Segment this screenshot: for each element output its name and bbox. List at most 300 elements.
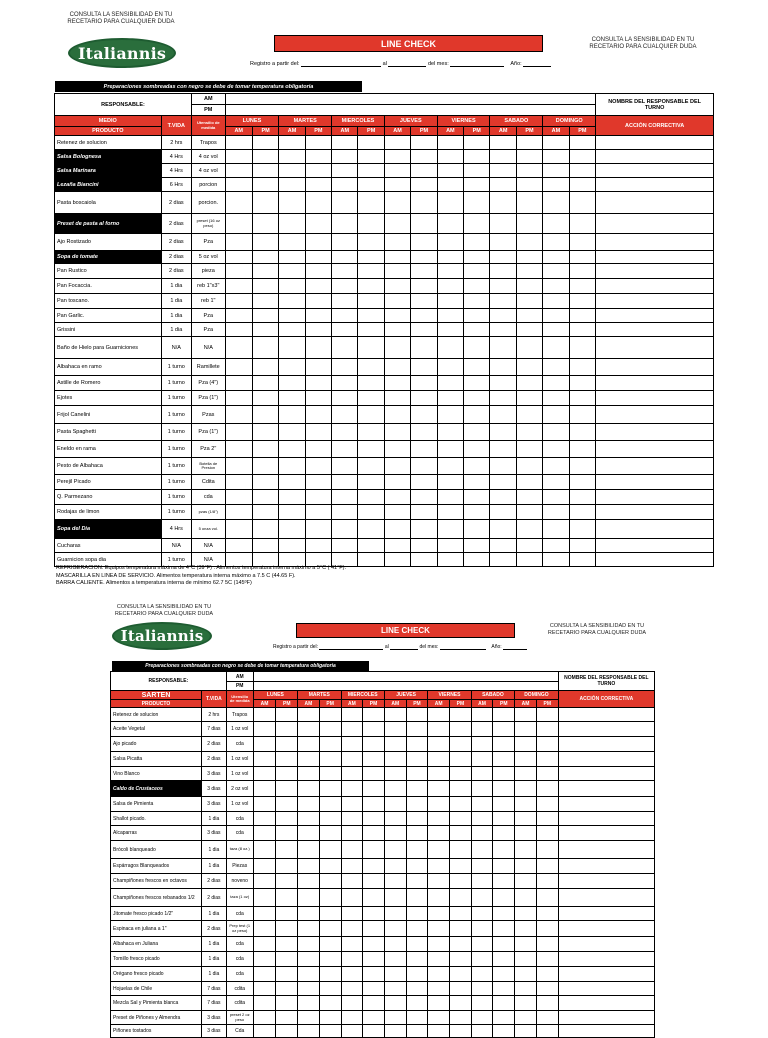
check-cell[interactable] bbox=[363, 921, 385, 937]
check-cell[interactable] bbox=[471, 982, 493, 996]
check-cell[interactable] bbox=[384, 475, 410, 490]
check-cell[interactable] bbox=[384, 708, 406, 722]
check-cell[interactable] bbox=[298, 767, 320, 781]
check-cell[interactable] bbox=[471, 797, 493, 812]
anio-field[interactable] bbox=[503, 644, 527, 650]
mes-field[interactable] bbox=[440, 644, 486, 650]
check-cell[interactable] bbox=[363, 781, 385, 797]
corrective-action-cell[interactable] bbox=[596, 234, 714, 251]
check-cell[interactable] bbox=[464, 178, 490, 192]
check-cell[interactable] bbox=[319, 841, 341, 859]
check-cell[interactable] bbox=[358, 441, 384, 458]
check-cell[interactable] bbox=[516, 251, 542, 264]
check-cell[interactable] bbox=[543, 279, 569, 294]
check-cell[interactable] bbox=[358, 294, 384, 309]
check-cell[interactable] bbox=[305, 441, 331, 458]
check-cell[interactable] bbox=[332, 279, 358, 294]
check-cell[interactable] bbox=[384, 294, 410, 309]
check-cell[interactable] bbox=[569, 234, 596, 251]
check-cell[interactable] bbox=[384, 1011, 406, 1025]
check-cell[interactable] bbox=[493, 797, 515, 812]
check-cell[interactable] bbox=[464, 424, 490, 441]
check-cell[interactable] bbox=[319, 752, 341, 767]
check-cell[interactable] bbox=[276, 874, 298, 889]
check-cell[interactable] bbox=[332, 505, 358, 520]
check-cell[interactable] bbox=[276, 937, 298, 952]
check-cell[interactable] bbox=[464, 136, 490, 150]
check-cell[interactable] bbox=[406, 937, 428, 952]
check-cell[interactable] bbox=[225, 164, 252, 178]
check-cell[interactable] bbox=[428, 967, 450, 982]
check-cell[interactable] bbox=[305, 458, 331, 475]
check-cell[interactable] bbox=[319, 722, 341, 737]
check-cell[interactable] bbox=[543, 406, 569, 424]
check-cell[interactable] bbox=[276, 841, 298, 859]
check-cell[interactable] bbox=[516, 359, 542, 376]
check-cell[interactable] bbox=[490, 520, 516, 539]
check-cell[interactable] bbox=[276, 812, 298, 826]
check-cell[interactable] bbox=[515, 797, 537, 812]
check-cell[interactable] bbox=[253, 937, 276, 952]
check-cell[interactable] bbox=[253, 781, 276, 797]
check-cell[interactable] bbox=[569, 391, 596, 406]
corrective-action-cell[interactable] bbox=[596, 424, 714, 441]
check-cell[interactable] bbox=[536, 737, 558, 752]
check-cell[interactable] bbox=[437, 251, 463, 264]
check-cell[interactable] bbox=[450, 967, 472, 982]
check-cell[interactable] bbox=[493, 737, 515, 752]
check-cell[interactable] bbox=[428, 982, 450, 996]
check-cell[interactable] bbox=[406, 967, 428, 982]
check-cell[interactable] bbox=[225, 406, 252, 424]
check-cell[interactable] bbox=[384, 490, 410, 505]
check-cell[interactable] bbox=[411, 520, 437, 539]
check-cell[interactable] bbox=[252, 136, 278, 150]
check-cell[interactable] bbox=[253, 996, 276, 1011]
check-cell[interactable] bbox=[543, 424, 569, 441]
check-cell[interactable] bbox=[543, 475, 569, 490]
check-cell[interactable] bbox=[276, 996, 298, 1011]
check-cell[interactable] bbox=[279, 337, 305, 359]
check-cell[interactable] bbox=[515, 737, 537, 752]
check-cell[interactable] bbox=[464, 359, 490, 376]
check-cell[interactable] bbox=[384, 967, 406, 982]
check-cell[interactable] bbox=[493, 937, 515, 952]
check-cell[interactable] bbox=[252, 337, 278, 359]
check-cell[interactable] bbox=[358, 406, 384, 424]
check-cell[interactable] bbox=[437, 424, 463, 441]
check-cell[interactable] bbox=[225, 279, 252, 294]
check-cell[interactable] bbox=[411, 279, 437, 294]
check-cell[interactable] bbox=[516, 164, 542, 178]
check-cell[interactable] bbox=[406, 982, 428, 996]
check-cell[interactable] bbox=[363, 1011, 385, 1025]
check-cell[interactable] bbox=[276, 781, 298, 797]
check-cell[interactable] bbox=[363, 737, 385, 752]
check-cell[interactable] bbox=[358, 337, 384, 359]
check-cell[interactable] bbox=[543, 264, 569, 279]
check-cell[interactable] bbox=[406, 737, 428, 752]
check-cell[interactable] bbox=[428, 722, 450, 737]
check-cell[interactable] bbox=[471, 937, 493, 952]
check-cell[interactable] bbox=[319, 937, 341, 952]
check-cell[interactable] bbox=[341, 967, 363, 982]
check-cell[interactable] bbox=[384, 812, 406, 826]
check-cell[interactable] bbox=[252, 192, 278, 214]
check-cell[interactable] bbox=[252, 323, 278, 337]
check-cell[interactable] bbox=[341, 767, 363, 781]
check-cell[interactable] bbox=[516, 337, 542, 359]
check-cell[interactable] bbox=[490, 505, 516, 520]
check-cell[interactable] bbox=[298, 859, 320, 874]
check-cell[interactable] bbox=[569, 490, 596, 505]
check-cell[interactable] bbox=[411, 505, 437, 520]
check-cell[interactable] bbox=[384, 178, 410, 192]
check-cell[interactable] bbox=[225, 505, 252, 520]
check-cell[interactable] bbox=[406, 1011, 428, 1025]
check-cell[interactable] bbox=[450, 952, 472, 967]
check-cell[interactable] bbox=[279, 520, 305, 539]
check-cell[interactable] bbox=[450, 921, 472, 937]
check-cell[interactable] bbox=[384, 520, 410, 539]
check-cell[interactable] bbox=[490, 391, 516, 406]
check-cell[interactable] bbox=[516, 323, 542, 337]
check-cell[interactable] bbox=[319, 907, 341, 921]
corrective-action-cell[interactable] bbox=[558, 967, 654, 982]
corrective-action-cell[interactable] bbox=[558, 982, 654, 996]
corrective-action-cell[interactable] bbox=[596, 359, 714, 376]
check-cell[interactable] bbox=[569, 294, 596, 309]
check-cell[interactable] bbox=[536, 937, 558, 952]
check-cell[interactable] bbox=[305, 505, 331, 520]
check-cell[interactable] bbox=[516, 475, 542, 490]
check-cell[interactable] bbox=[298, 781, 320, 797]
check-cell[interactable] bbox=[225, 150, 252, 164]
check-cell[interactable] bbox=[543, 359, 569, 376]
check-cell[interactable] bbox=[515, 752, 537, 767]
check-cell[interactable] bbox=[464, 234, 490, 251]
check-cell[interactable] bbox=[358, 539, 384, 553]
corrective-action-cell[interactable] bbox=[558, 859, 654, 874]
check-cell[interactable] bbox=[363, 812, 385, 826]
check-cell[interactable] bbox=[493, 952, 515, 967]
check-cell[interactable] bbox=[437, 279, 463, 294]
corrective-action-cell[interactable] bbox=[558, 952, 654, 967]
check-cell[interactable] bbox=[437, 234, 463, 251]
corrective-action-cell[interactable] bbox=[558, 812, 654, 826]
corrective-action-cell[interactable] bbox=[596, 323, 714, 337]
check-cell[interactable] bbox=[406, 1025, 428, 1038]
check-cell[interactable] bbox=[279, 164, 305, 178]
check-cell[interactable] bbox=[305, 264, 331, 279]
check-cell[interactable] bbox=[384, 234, 410, 251]
responsable-am-field[interactable] bbox=[253, 672, 558, 682]
check-cell[interactable] bbox=[428, 952, 450, 967]
check-cell[interactable] bbox=[253, 1011, 276, 1025]
check-cell[interactable] bbox=[252, 279, 278, 294]
check-cell[interactable] bbox=[341, 889, 363, 907]
check-cell[interactable] bbox=[384, 391, 410, 406]
check-cell[interactable] bbox=[516, 376, 542, 391]
fecha-fin-field[interactable] bbox=[390, 644, 418, 650]
corrective-action-cell[interactable] bbox=[596, 214, 714, 234]
check-cell[interactable] bbox=[225, 294, 252, 309]
check-cell[interactable] bbox=[253, 907, 276, 921]
check-cell[interactable] bbox=[411, 178, 437, 192]
check-cell[interactable] bbox=[515, 826, 537, 841]
check-cell[interactable] bbox=[332, 406, 358, 424]
check-cell[interactable] bbox=[225, 424, 252, 441]
check-cell[interactable] bbox=[569, 337, 596, 359]
check-cell[interactable] bbox=[252, 150, 278, 164]
check-cell[interactable] bbox=[358, 520, 384, 539]
check-cell[interactable] bbox=[411, 406, 437, 424]
check-cell[interactable] bbox=[493, 722, 515, 737]
check-cell[interactable] bbox=[319, 1011, 341, 1025]
check-cell[interactable] bbox=[450, 812, 472, 826]
check-cell[interactable] bbox=[536, 996, 558, 1011]
check-cell[interactable] bbox=[276, 752, 298, 767]
check-cell[interactable] bbox=[384, 376, 410, 391]
check-cell[interactable] bbox=[493, 996, 515, 1011]
check-cell[interactable] bbox=[543, 214, 569, 234]
check-cell[interactable] bbox=[253, 967, 276, 982]
check-cell[interactable] bbox=[305, 475, 331, 490]
check-cell[interactable] bbox=[536, 752, 558, 767]
check-cell[interactable] bbox=[464, 520, 490, 539]
check-cell[interactable] bbox=[358, 458, 384, 475]
check-cell[interactable] bbox=[450, 722, 472, 737]
check-cell[interactable] bbox=[252, 406, 278, 424]
check-cell[interactable] bbox=[437, 164, 463, 178]
check-cell[interactable] bbox=[406, 907, 428, 921]
check-cell[interactable] bbox=[341, 722, 363, 737]
check-cell[interactable] bbox=[358, 150, 384, 164]
check-cell[interactable] bbox=[276, 767, 298, 781]
check-cell[interactable] bbox=[252, 424, 278, 441]
check-cell[interactable] bbox=[252, 391, 278, 406]
check-cell[interactable] bbox=[543, 441, 569, 458]
check-cell[interactable] bbox=[516, 234, 542, 251]
check-cell[interactable] bbox=[384, 921, 406, 937]
check-cell[interactable] bbox=[569, 441, 596, 458]
check-cell[interactable] bbox=[406, 767, 428, 781]
check-cell[interactable] bbox=[471, 1011, 493, 1025]
check-cell[interactable] bbox=[490, 424, 516, 441]
check-cell[interactable] bbox=[515, 1011, 537, 1025]
check-cell[interactable] bbox=[384, 826, 406, 841]
check-cell[interactable] bbox=[406, 841, 428, 859]
check-cell[interactable] bbox=[253, 812, 276, 826]
check-cell[interactable] bbox=[332, 359, 358, 376]
check-cell[interactable] bbox=[384, 458, 410, 475]
check-cell[interactable] bbox=[252, 441, 278, 458]
check-cell[interactable] bbox=[464, 192, 490, 214]
corrective-action-cell[interactable] bbox=[558, 737, 654, 752]
check-cell[interactable] bbox=[516, 214, 542, 234]
responsable-am-field[interactable] bbox=[225, 94, 596, 105]
corrective-action-cell[interactable] bbox=[558, 1011, 654, 1025]
check-cell[interactable] bbox=[253, 767, 276, 781]
check-cell[interactable] bbox=[450, 767, 472, 781]
check-cell[interactable] bbox=[363, 874, 385, 889]
check-cell[interactable] bbox=[279, 490, 305, 505]
check-cell[interactable] bbox=[543, 520, 569, 539]
check-cell[interactable] bbox=[569, 279, 596, 294]
check-cell[interactable] bbox=[464, 441, 490, 458]
check-cell[interactable] bbox=[464, 264, 490, 279]
check-cell[interactable] bbox=[279, 539, 305, 553]
check-cell[interactable] bbox=[384, 441, 410, 458]
check-cell[interactable] bbox=[332, 490, 358, 505]
check-cell[interactable] bbox=[471, 952, 493, 967]
check-cell[interactable] bbox=[428, 708, 450, 722]
check-cell[interactable] bbox=[332, 294, 358, 309]
check-cell[interactable] bbox=[493, 967, 515, 982]
check-cell[interactable] bbox=[516, 539, 542, 553]
check-cell[interactable] bbox=[363, 982, 385, 996]
check-cell[interactable] bbox=[493, 752, 515, 767]
check-cell[interactable] bbox=[341, 708, 363, 722]
check-cell[interactable] bbox=[490, 441, 516, 458]
check-cell[interactable] bbox=[490, 251, 516, 264]
responsable-pm-field[interactable] bbox=[253, 682, 558, 691]
check-cell[interactable] bbox=[332, 178, 358, 192]
check-cell[interactable] bbox=[363, 859, 385, 874]
check-cell[interactable] bbox=[406, 826, 428, 841]
check-cell[interactable] bbox=[437, 376, 463, 391]
check-cell[interactable] bbox=[464, 337, 490, 359]
check-cell[interactable] bbox=[225, 337, 252, 359]
check-cell[interactable] bbox=[471, 841, 493, 859]
check-cell[interactable] bbox=[253, 737, 276, 752]
check-cell[interactable] bbox=[363, 708, 385, 722]
check-cell[interactable] bbox=[384, 841, 406, 859]
check-cell[interactable] bbox=[279, 294, 305, 309]
check-cell[interactable] bbox=[569, 136, 596, 150]
check-cell[interactable] bbox=[358, 192, 384, 214]
check-cell[interactable] bbox=[464, 475, 490, 490]
check-cell[interactable] bbox=[543, 192, 569, 214]
check-cell[interactable] bbox=[319, 708, 341, 722]
check-cell[interactable] bbox=[493, 907, 515, 921]
check-cell[interactable] bbox=[384, 996, 406, 1011]
check-cell[interactable] bbox=[276, 722, 298, 737]
check-cell[interactable] bbox=[358, 475, 384, 490]
check-cell[interactable] bbox=[543, 323, 569, 337]
check-cell[interactable] bbox=[363, 841, 385, 859]
check-cell[interactable] bbox=[358, 505, 384, 520]
check-cell[interactable] bbox=[516, 458, 542, 475]
corrective-action-cell[interactable] bbox=[596, 520, 714, 539]
check-cell[interactable] bbox=[515, 982, 537, 996]
check-cell[interactable] bbox=[253, 752, 276, 767]
check-cell[interactable] bbox=[406, 812, 428, 826]
corrective-action-cell[interactable] bbox=[558, 907, 654, 921]
check-cell[interactable] bbox=[569, 505, 596, 520]
check-cell[interactable] bbox=[358, 490, 384, 505]
check-cell[interactable] bbox=[341, 1025, 363, 1038]
fecha-fin-field[interactable] bbox=[388, 61, 426, 67]
check-cell[interactable] bbox=[319, 859, 341, 874]
check-cell[interactable] bbox=[516, 294, 542, 309]
check-cell[interactable] bbox=[428, 752, 450, 767]
check-cell[interactable] bbox=[569, 424, 596, 441]
check-cell[interactable] bbox=[319, 826, 341, 841]
check-cell[interactable] bbox=[543, 505, 569, 520]
check-cell[interactable] bbox=[276, 737, 298, 752]
check-cell[interactable] bbox=[569, 539, 596, 553]
check-cell[interactable] bbox=[569, 475, 596, 490]
check-cell[interactable] bbox=[471, 812, 493, 826]
check-cell[interactable] bbox=[536, 859, 558, 874]
check-cell[interactable] bbox=[332, 424, 358, 441]
check-cell[interactable] bbox=[279, 323, 305, 337]
check-cell[interactable] bbox=[363, 889, 385, 907]
check-cell[interactable] bbox=[225, 490, 252, 505]
check-cell[interactable] bbox=[569, 150, 596, 164]
check-cell[interactable] bbox=[437, 520, 463, 539]
check-cell[interactable] bbox=[358, 359, 384, 376]
check-cell[interactable] bbox=[464, 164, 490, 178]
check-cell[interactable] bbox=[490, 406, 516, 424]
check-cell[interactable] bbox=[279, 234, 305, 251]
check-cell[interactable] bbox=[358, 376, 384, 391]
check-cell[interactable] bbox=[490, 376, 516, 391]
check-cell[interactable] bbox=[536, 907, 558, 921]
check-cell[interactable] bbox=[319, 797, 341, 812]
check-cell[interactable] bbox=[428, 781, 450, 797]
check-cell[interactable] bbox=[384, 136, 410, 150]
check-cell[interactable] bbox=[437, 505, 463, 520]
check-cell[interactable] bbox=[569, 251, 596, 264]
check-cell[interactable] bbox=[406, 781, 428, 797]
check-cell[interactable] bbox=[543, 251, 569, 264]
check-cell[interactable] bbox=[450, 874, 472, 889]
check-cell[interactable] bbox=[464, 505, 490, 520]
check-cell[interactable] bbox=[298, 812, 320, 826]
check-cell[interactable] bbox=[341, 797, 363, 812]
check-cell[interactable] bbox=[543, 136, 569, 150]
check-cell[interactable] bbox=[384, 323, 410, 337]
corrective-action-cell[interactable] bbox=[596, 406, 714, 424]
check-cell[interactable] bbox=[363, 996, 385, 1011]
check-cell[interactable] bbox=[428, 841, 450, 859]
check-cell[interactable] bbox=[536, 1011, 558, 1025]
check-cell[interactable] bbox=[515, 781, 537, 797]
check-cell[interactable] bbox=[515, 859, 537, 874]
check-cell[interactable] bbox=[493, 841, 515, 859]
check-cell[interactable] bbox=[411, 424, 437, 441]
check-cell[interactable] bbox=[437, 136, 463, 150]
check-cell[interactable] bbox=[252, 251, 278, 264]
check-cell[interactable] bbox=[384, 952, 406, 967]
check-cell[interactable] bbox=[276, 797, 298, 812]
check-cell[interactable] bbox=[471, 907, 493, 921]
corrective-action-cell[interactable] bbox=[596, 391, 714, 406]
check-cell[interactable] bbox=[276, 967, 298, 982]
check-cell[interactable] bbox=[464, 539, 490, 553]
check-cell[interactable] bbox=[536, 1025, 558, 1038]
check-cell[interactable] bbox=[411, 391, 437, 406]
check-cell[interactable] bbox=[515, 889, 537, 907]
check-cell[interactable] bbox=[471, 967, 493, 982]
check-cell[interactable] bbox=[305, 192, 331, 214]
check-cell[interactable] bbox=[406, 952, 428, 967]
check-cell[interactable] bbox=[569, 264, 596, 279]
check-cell[interactable] bbox=[332, 164, 358, 178]
check-cell[interactable] bbox=[341, 874, 363, 889]
